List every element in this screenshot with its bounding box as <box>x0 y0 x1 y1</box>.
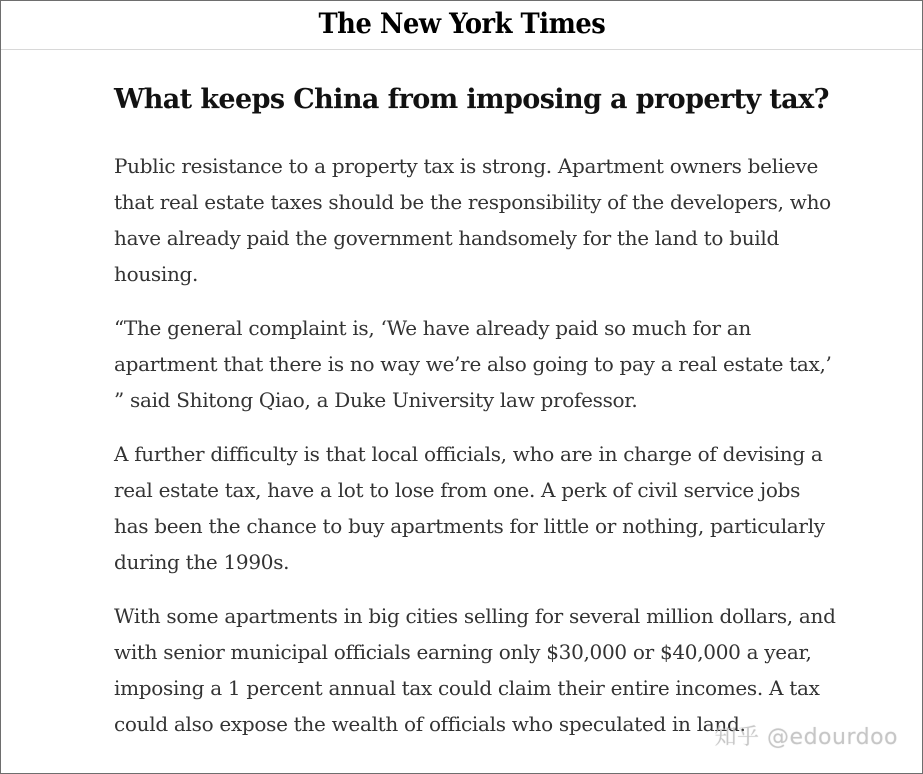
nyt-logo[interactable]: The New York Times <box>318 7 605 40</box>
article-paragraph-1: Public resistance to a property tax is strong. Apartment owners believe that real estate taxes should be the responsibility of the developers, who have already paid the government handsomely for the land to build housing. <box>114 154 831 286</box>
article-paragraph-4: With some apartments in big cities selling for several million dollars, and with senior municipal officials earning only $30,000 or $40,000 a year, imposing a 1 percent annual tax could claim their entire incomes. A tax could also expose the wealth of officials who speculated in land. <box>114 604 836 736</box>
article-headline: What keeps China from imposing a property tax? <box>114 84 829 115</box>
article-paragraph-3: A further difficulty is that local officials, who are in charge of devising a real estate tax, have a lot to lose from one. A perk of civil service jobs has been the chance to buy apartments for little or nothing, particularly during the 1990s. <box>114 442 825 574</box>
article-body <box>114 80 849 760</box>
zhihu-watermark: 知乎 @edourdoo <box>714 725 898 750</box>
article-paragraph-2: “The general complaint is, ‘We have already paid so much for an apartment that there is no way we’re also going to pay a real estate tax,’ ” said Shitong Qiao, a Duke University law professor. <box>114 316 832 412</box>
masthead <box>1 1 922 50</box>
